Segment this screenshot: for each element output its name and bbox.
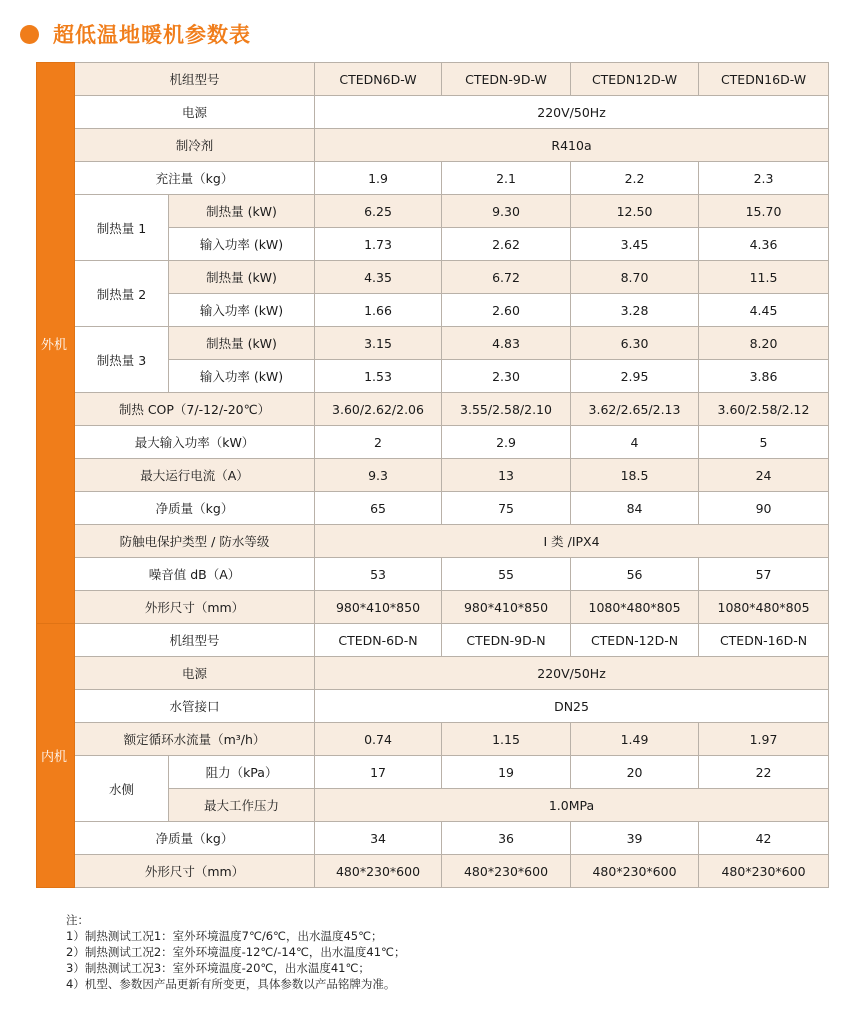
row-label: 制热量 (kW) <box>169 327 315 360</box>
table-row <box>37 162 829 195</box>
table-cell: 6.25 <box>315 195 442 228</box>
table-cell: 20 <box>571 756 699 789</box>
table-cell: 2.2 <box>571 162 699 195</box>
row-label: 最大工作压力 <box>169 789 315 822</box>
table-cell: 53 <box>315 558 442 591</box>
table-cell: 8.20 <box>699 327 829 360</box>
table-cell: CTEDN16D-W <box>699 63 829 96</box>
table-row <box>37 426 829 459</box>
table-cell: 220V/50Hz <box>315 96 829 129</box>
table-row <box>37 855 829 888</box>
table-cell: 4 <box>571 426 699 459</box>
row-label: 最大运行电流（A） <box>75 459 315 492</box>
table-cell: CTEDN12D-W <box>571 63 699 96</box>
table-cell: 18.5 <box>571 459 699 492</box>
row-label: 制热 COP（7/-12/-20℃） <box>75 393 315 426</box>
row-group-label: 制热量 3 <box>75 327 169 393</box>
table-cell: 19 <box>442 756 571 789</box>
group-label-outdoor: 外机 <box>37 63 75 624</box>
table-cell: 1.49 <box>571 723 699 756</box>
table-cell: 480*230*600 <box>699 855 829 888</box>
row-label: 制热量 (kW) <box>169 195 315 228</box>
row-label: 机组型号 <box>75 624 315 657</box>
table-cell: 6.30 <box>571 327 699 360</box>
note-line: 1）制热测试工况1：室外环境温度7℃/6℃，出水温度45℃； <box>66 929 383 943</box>
table-row <box>37 723 829 756</box>
note-line: 4）机型、参数因产品更新有所变更，具体参数以产品铭牌为准。 <box>66 977 396 991</box>
table-cell: 5 <box>699 426 829 459</box>
table-cell: 56 <box>571 558 699 591</box>
table-cell: 75 <box>442 492 571 525</box>
spec-table <box>36 62 829 888</box>
table-cell: 3.15 <box>315 327 442 360</box>
table-row <box>37 690 829 723</box>
page-title: 超低温地暖机参数表 <box>53 23 251 47</box>
table-row <box>37 492 829 525</box>
table-row <box>37 591 829 624</box>
row-group-label: 制热量 2 <box>75 261 169 327</box>
row-label: 电源 <box>75 96 315 129</box>
table-row <box>37 525 829 558</box>
table-cell: R410a <box>315 129 829 162</box>
row-label: 输入功率 (kW) <box>169 294 315 327</box>
table-cell: 9.30 <box>442 195 571 228</box>
table-row <box>37 261 829 294</box>
table-cell: 3.60/2.58/2.12 <box>699 393 829 426</box>
table-cell: 65 <box>315 492 442 525</box>
row-label: 净质量（kg） <box>75 492 315 525</box>
row-label: 机组型号 <box>75 63 315 96</box>
table-row <box>37 459 829 492</box>
table-cell: DN25 <box>315 690 829 723</box>
row-label: 外形尺寸（mm） <box>75 591 315 624</box>
table-cell: 4.83 <box>442 327 571 360</box>
table-cell: 1.97 <box>699 723 829 756</box>
table-cell: 13 <box>442 459 571 492</box>
table-cell: 15.70 <box>699 195 829 228</box>
table-cell: 4.45 <box>699 294 829 327</box>
table-cell: 980*410*850 <box>442 591 571 624</box>
table-cell: 1.15 <box>442 723 571 756</box>
row-label: 电源 <box>75 657 315 690</box>
table-cell: 55 <box>442 558 571 591</box>
table-cell: 24 <box>699 459 829 492</box>
table-cell: CTEDN-9D-W <box>442 63 571 96</box>
table-cell: 980*410*850 <box>315 591 442 624</box>
table-cell: 1080*480*805 <box>699 591 829 624</box>
table-row <box>37 129 829 162</box>
table-cell: 9.3 <box>315 459 442 492</box>
table-cell: 42 <box>699 822 829 855</box>
table-cell: 57 <box>699 558 829 591</box>
table-row <box>37 624 829 657</box>
table-row <box>37 756 829 789</box>
row-label: 净质量（kg） <box>75 822 315 855</box>
table-cell: 8.70 <box>571 261 699 294</box>
table-cell: 11.5 <box>699 261 829 294</box>
table-row <box>37 63 829 96</box>
table-cell: 2 <box>315 426 442 459</box>
table-cell: 36 <box>442 822 571 855</box>
table-cell: 4.35 <box>315 261 442 294</box>
group-label-indoor: 内机 <box>37 624 75 888</box>
table-cell: 1.9 <box>315 162 442 195</box>
table-row <box>37 195 829 228</box>
table-cell: I 类 /IPX4 <box>315 525 829 558</box>
table-cell: 2.1 <box>442 162 571 195</box>
table-cell: 34 <box>315 822 442 855</box>
table-cell: 3.45 <box>571 228 699 261</box>
table-cell: 480*230*600 <box>442 855 571 888</box>
table-cell: 1.0MPa <box>315 789 829 822</box>
page-header <box>20 14 251 54</box>
table-cell: 2.60 <box>442 294 571 327</box>
row-label: 额定循环水流量（m³/h） <box>75 723 315 756</box>
table-row <box>37 657 829 690</box>
table-cell: 2.30 <box>442 360 571 393</box>
table-cell: 2.3 <box>699 162 829 195</box>
table-cell: 2.9 <box>442 426 571 459</box>
table-cell: CTEDN-9D-N <box>442 624 571 657</box>
table-cell: 17 <box>315 756 442 789</box>
table-cell: 3.28 <box>571 294 699 327</box>
table-cell: 2.62 <box>442 228 571 261</box>
row-label: 防触电保护类型 / 防水等级 <box>75 525 315 558</box>
table-cell: 12.50 <box>571 195 699 228</box>
table-cell: CTEDN-16D-N <box>699 624 829 657</box>
table-cell: 3.86 <box>699 360 829 393</box>
row-label: 最大输入功率（kW） <box>75 426 315 459</box>
notes-title: 注： <box>66 913 89 927</box>
table-cell: 4.36 <box>699 228 829 261</box>
table-cell: 480*230*600 <box>315 855 442 888</box>
row-label: 输入功率 (kW) <box>169 228 315 261</box>
table-cell: 6.72 <box>442 261 571 294</box>
table-row <box>37 327 829 360</box>
row-label: 外形尺寸（mm） <box>75 855 315 888</box>
table-cell: 220V/50Hz <box>315 657 829 690</box>
row-label: 输入功率 (kW) <box>169 360 315 393</box>
table-cell: 1080*480*805 <box>571 591 699 624</box>
table-cell: CTEDN6D-W <box>315 63 442 96</box>
notes <box>66 912 405 992</box>
table-cell: 2.95 <box>571 360 699 393</box>
table-row <box>37 393 829 426</box>
note-line: 3）制热测试工况3：室外环境温度-20℃，出水温度41℃； <box>66 961 370 975</box>
table-cell: 3.55/2.58/2.10 <box>442 393 571 426</box>
table-cell: 90 <box>699 492 829 525</box>
row-label: 阻力（kPa） <box>169 756 315 789</box>
table-cell: CTEDN-12D-N <box>571 624 699 657</box>
note-line: 2）制热测试工况2：室外环境温度-12℃/-14℃，出水温度41℃； <box>66 945 406 959</box>
table-cell: 0.74 <box>315 723 442 756</box>
table-cell: CTEDN-6D-N <box>315 624 442 657</box>
row-group-label: 水侧 <box>75 756 169 822</box>
table-cell: 1.53 <box>315 360 442 393</box>
table-cell: 22 <box>699 756 829 789</box>
table-row <box>37 558 829 591</box>
row-label: 制热量 (kW) <box>169 261 315 294</box>
table-cell: 1.66 <box>315 294 442 327</box>
row-label: 水管接口 <box>75 690 315 723</box>
bullet-dot-icon <box>20 25 39 44</box>
table-cell: 84 <box>571 492 699 525</box>
row-label: 充注量（kg） <box>75 162 315 195</box>
table-cell: 1.73 <box>315 228 442 261</box>
table-row <box>37 96 829 129</box>
table-cell: 3.60/2.62/2.06 <box>315 393 442 426</box>
table-row <box>37 822 829 855</box>
table-cell: 39 <box>571 822 699 855</box>
row-label: 噪音值 dB（A） <box>75 558 315 591</box>
row-group-label: 制热量 1 <box>75 195 169 261</box>
table-cell: 3.62/2.65/2.13 <box>571 393 699 426</box>
row-label: 制冷剂 <box>75 129 315 162</box>
table-cell: 480*230*600 <box>571 855 699 888</box>
